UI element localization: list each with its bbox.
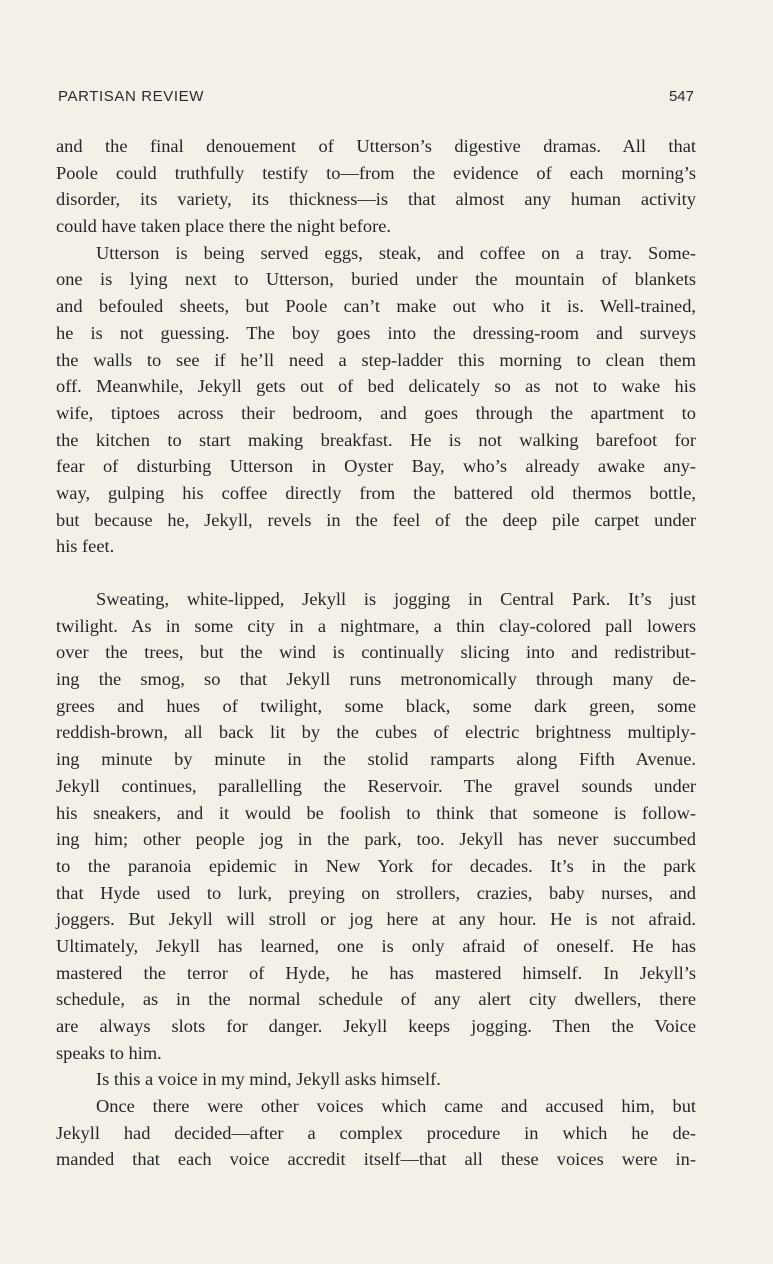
text-line: reddish-brown, all back lit by the cubes of electric brightness multiply- — [56, 722, 696, 743]
text-line: one is lying next to Utterson, buried under the mountain of blankets — [56, 269, 696, 290]
paragraph — [56, 586, 696, 1066]
text-line: ing the smog, so that Jekyll runs metronomically through many de- — [56, 669, 696, 690]
text-line: twilight. As in some city in a nightmare, a thin clay-colored pall lowers — [56, 615, 696, 636]
text-line: Jekyll had decided—after a complex procedure in which he de- — [56, 1122, 696, 1143]
text-line: manded that each voice accredit itself—that all these voices were in- — [56, 1149, 696, 1170]
text-line: that Hyde used to lurk, preying on strollers, crazies, baby nurses, and — [56, 882, 696, 903]
text-line: he is not guessing. The boy goes into the dressing-room and surveys — [56, 322, 696, 343]
journal-title: PARTISAN REVIEW — [58, 88, 204, 105]
text-line: Ultimately, Jekyll has learned, one is only afraid of oneself. He has — [56, 935, 696, 956]
text-line: off. Meanwhile, Jekyll gets out of bed delicately so as not to wake his — [56, 376, 696, 397]
text-line: speaks to him. — [56, 1042, 162, 1063]
page-number: 547 — [668, 88, 694, 105]
text-line: wife, tiptoes across their bedroom, and goes through the apartment to — [56, 402, 696, 423]
text-line: to the paranoia epidemic in New York for decades. It’s in the park — [56, 855, 696, 876]
running-head — [58, 88, 694, 110]
paragraph — [56, 1093, 696, 1173]
text-line: his sneakers, and it would be foolish to think that someone is follow- — [56, 802, 696, 823]
text-line: mastered the terror of Hyde, he has mastered himself. In Jekyll’s — [56, 962, 696, 983]
text-line: the kitchen to start making breakfast. He is not walking barefoot for — [56, 429, 696, 450]
text-line: Sweating, white-lipped, Jekyll is jogging in Central Park. It’s just — [96, 589, 696, 609]
text-line: over the trees, but the wind is continually slicing into and redistribut- — [56, 642, 696, 663]
paragraph — [56, 240, 696, 560]
text-line: grees and hues of twilight, some black, some dark green, some — [56, 695, 696, 716]
text-line: Is this a voice in my mind, Jekyll asks himself. — [96, 1069, 441, 1090]
text-line: are always slots for danger. Jekyll keeps jogging. Then the Voice — [56, 1016, 696, 1036]
text-line: Poole could truthfully testify to—from the evidence of each morning’s — [56, 162, 696, 183]
paragraph — [56, 1066, 696, 1093]
text-line: ing him; other people jog in the park, too. Jekyll has never succumbed — [56, 829, 696, 850]
paragraph — [56, 133, 696, 240]
text-line: the walls to see if he’ll need a step-ladder this morning to clean them — [56, 349, 696, 370]
text-line: Jekyll continues, parallelling the Reservoir. The gravel sounds under — [56, 775, 696, 796]
text-line: Once there were other voices which came and accused him, but — [96, 1096, 696, 1117]
text-line: ing minute by minute in the stolid ramparts along Fifth Avenue. — [56, 749, 696, 770]
body-text — [56, 133, 696, 1173]
text-line: but because he, Jekyll, revels in the feel of the deep pile carpet under — [56, 509, 696, 530]
text-line: and the final denouement of Utterson’s digestive dramas. All that — [56, 136, 696, 156]
text-line: Utterson is being served eggs, steak, and coffee on a tray. Some- — [96, 242, 696, 263]
section-break — [56, 560, 696, 586]
text-line: and befouled sheets, but Poole can’t make out who it is. Well-trained, — [56, 296, 696, 317]
text-line: could have taken place there the night before. — [56, 216, 391, 237]
text-line: schedule, as in the normal schedule of any alert city dwellers, there — [56, 989, 696, 1010]
text-line: fear of disturbing Utterson in Oyster Bay, who’s already awake any- — [56, 456, 696, 477]
text-line: joggers. But Jekyll will stroll or jog here at any hour. He is not afraid. — [56, 909, 696, 930]
text-line: way, gulping his coffee directly from the battered old thermos bottle, — [56, 482, 696, 503]
text-line: his feet. — [56, 536, 115, 557]
text-line: disorder, its variety, its thickness—is that almost any human activity — [56, 189, 696, 210]
